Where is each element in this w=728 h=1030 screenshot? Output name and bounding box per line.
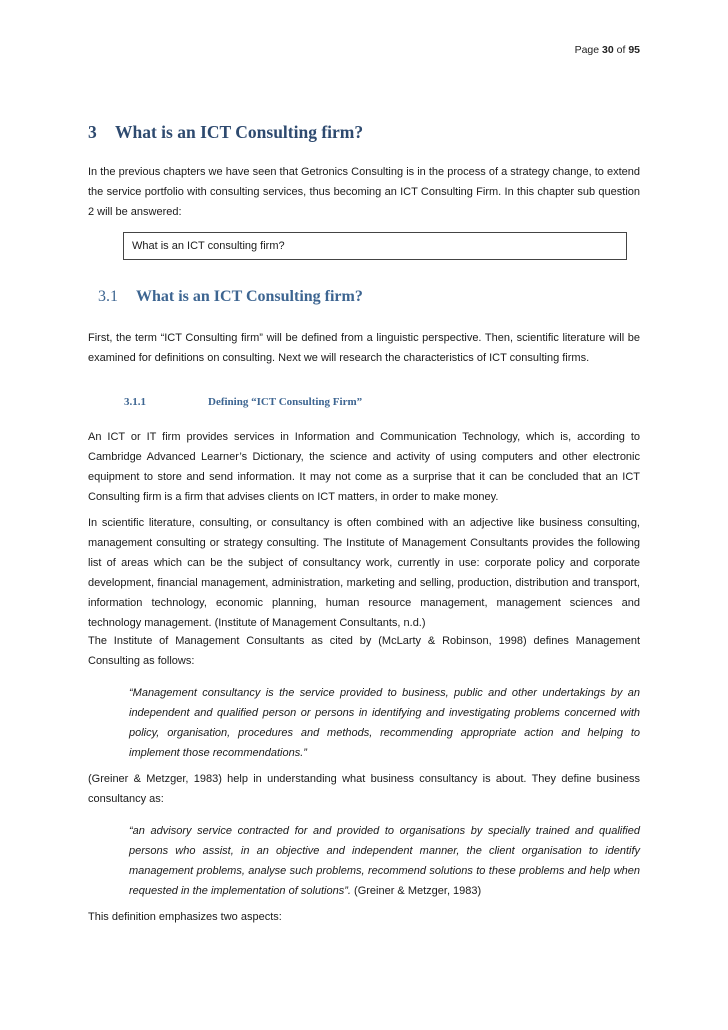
paragraph-two-aspects: This definition emphasizes two aspects: (88, 911, 282, 923)
section-title: What is an ICT Consulting firm? (136, 288, 363, 305)
paragraph-imc-definition: The Institute of Management Consultants as cited by (McLarty & Robinson, 1998) defines Management Consulting as follows: (88, 635, 640, 667)
page-number (575, 44, 640, 56)
subsection-title: Defining “ICT Consulting Firm” (208, 396, 363, 408)
quote-management-consultancy: “Management consultancy is the service provided to business, public and other undertakings by an independent and qualified person or persons in identifying and investigating problems concerned with policy, organisation, procedures and methods, recommending appropriate action and helping to implement those recommendations.” (129, 687, 640, 759)
quote-citation: (Greiner & Metzger, 1983) (350, 885, 482, 897)
section-heading (98, 288, 363, 306)
paragraph-greiner-metzger: (Greiner & Metzger, 1983) help in understanding what business consultancy is about. They define business consultancy as: (88, 773, 640, 805)
section-number: 3.1 (98, 288, 118, 305)
quote-business-consultancy (88, 821, 640, 901)
subsection-number: 3.1.1 (124, 396, 146, 408)
chapter-title: What is an ICT Consulting firm? (115, 122, 364, 142)
section-paragraph: First, the term “ICT Consulting firm” will be defined from a linguistic perspective. Then, scientific literature will be examined for definitions on consulting. Next we will research the characteristics of ICT consulting firms. (88, 332, 640, 364)
quote-business-consultancy-text: “an advisory service contracted for and provided to organisations by specially trained and qualified persons who assist, in an objective and independent manner, the client organisation to identify management problems, analyse such problems, recommend solutions to these problems and help when requested in the implementation of solutions”. (129, 825, 640, 897)
chapter-heading (88, 122, 363, 143)
paragraph-ict-definition: An ICT or IT firm provides services in Information and Communication Technology, which is, according to Cambridge Advanced Learner’s Dictionary, the science and activity of using computers and other electronic equipment to store and send information. It may not come as a surprise that it can be concluded that an ICT Consulting firm is a firm that advises clients on ICT matters, in order to make money. (88, 431, 640, 503)
paragraph-consulting-areas: In scientific literature, consulting, or consultancy is often combined with an adjective like business consulting, management consulting or strategy consulting. The Institute of Management Consultants provides the following list of areas which can be the subject of consultancy work, currently in use: corporate policy and corporate development, financial management, administration, marketing and selling, production, distribution and transport, information technology, economic planning, human resource management, management sciences and technology management. (Institute of Management Consultants, n.d.) (88, 517, 640, 629)
subsection-heading (124, 396, 362, 408)
page-prefix: Page (574, 44, 600, 56)
total-pages: 95 (628, 44, 640, 56)
page-of: of (616, 44, 626, 56)
question-box: What is an ICT consulting firm? (123, 232, 627, 260)
current-page: 30 (602, 44, 614, 56)
chapter-number: 3 (88, 122, 97, 142)
intro-paragraph: In the previous chapters we have seen that Getronics Consulting is in the process of a strategy change, to extend the service portfolio with consulting services, thus becoming an ICT Consulting Firm. In this chapter sub question 2 will be answered: (88, 166, 640, 218)
